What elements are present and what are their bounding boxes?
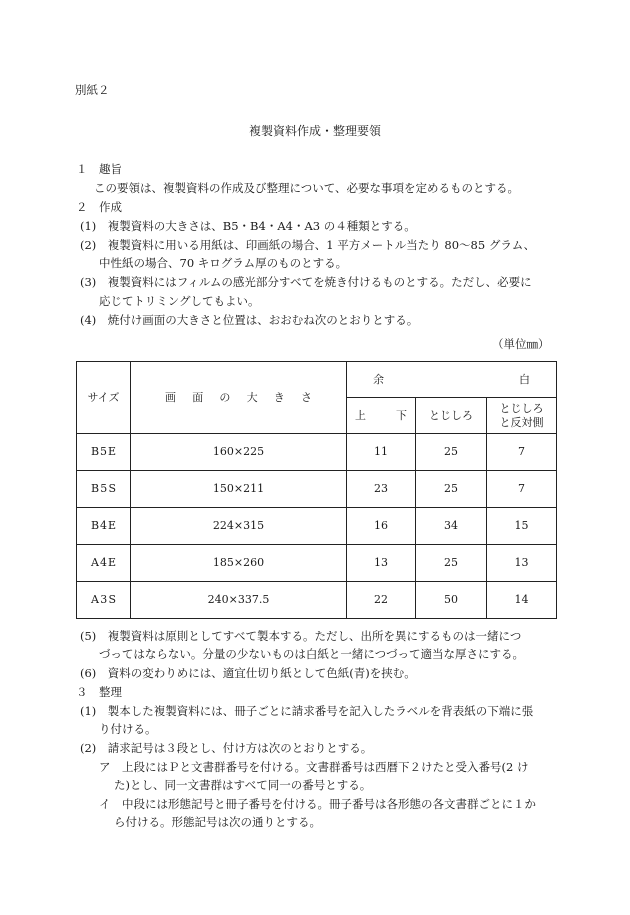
item-2-3-line1: (3) 複製資料にはフィルムの感光部分すべてを焼き付けるものとする。ただし、必要に: [80, 275, 532, 289]
document-title: 複製資料作成・整理要領: [248, 124, 381, 138]
item-2-3-line2: 応じてトリミングしてもよい。: [99, 294, 260, 308]
header-opposite-binding: とじしろ と反対側: [487, 398, 557, 434]
item-2-2-line1: (2) 複製資料に用いる用紙は、印画紙の場合、1 平方メートル当たり 80～85 グラム、: [80, 238, 536, 252]
table-row: B 4 E 224×315 16 34 15: [77, 508, 557, 545]
section-1-body: この要領は、複製資料の作成及び整理について、必要な事項を定めるものとする。: [94, 181, 520, 195]
table-row: A 4 E 185×260 13 25 13: [77, 545, 557, 582]
item-2-6: (6) 資料の変わりめには、適宜仕切り紙として色紙(青)を挟む。: [80, 666, 416, 680]
item-3-1-line1: (1) 製本した複製資料には、冊子ごとに請求番号を記入したラベルを背表紙の下端に張: [80, 704, 534, 718]
table-row: A 3 S 240×337.5 22 50 14: [77, 582, 557, 619]
item-3-2: (2) 請求記号は３段とし、付け方は次のとおりとする。: [80, 741, 373, 755]
item-3-2-i-line2: ら付ける。形態記号は次の通りとする。: [114, 815, 321, 829]
section-2-heading: ２ 作成: [76, 200, 122, 214]
attachment-label: 別紙２: [75, 83, 110, 97]
item-3-1-line2: り付ける。: [99, 722, 157, 736]
header-binding: とじしろ: [416, 398, 487, 434]
unit-label: （単位㎜）: [492, 337, 550, 351]
header-top-bottom: 上 下: [347, 398, 416, 434]
item-3-2-a-line2: た)とし、同一文書群はすべて同一の番号とする。: [114, 778, 372, 792]
table-row: B 5 E 160×225 11 25 7: [77, 434, 557, 471]
section-3-heading: ３ 整理: [76, 685, 122, 699]
item-2-1: (1) 複製資料の大きさは、B5・B4・A4・A3 の４種類とする。: [80, 219, 416, 233]
section-1-heading: １ 趣旨: [76, 162, 122, 176]
header-size: サイズ: [77, 362, 131, 434]
item-3-2-a-line1: ア 上段にはＰと文書群番号を付ける。文書群番号は西暦下２けたと受入番号(2 け: [99, 760, 529, 774]
item-3-2-i-line1: イ 中段には形態記号と冊子番号を付ける。冊子番号は各形態の各文書群ごとに１か: [99, 797, 536, 811]
header-screen-size: 画 面 の 大 き さ: [131, 362, 347, 434]
item-2-5-line2: づってはならない。分量の少ないものは白紙と一緒につづって適当な厚さにする。: [99, 647, 525, 661]
item-2-4: (4) 焼付け画面の大きさと位置は、おおむね次のとおりとする。: [80, 313, 419, 327]
item-2-5-line1: (5) 複製資料は原則としてすべて製本する。ただし、出所を異にするものは一緒につ: [80, 629, 522, 643]
item-2-2-line2: 中性紙の場合、70 キログラム厚のものとする。: [99, 256, 348, 270]
image-size-table: [76, 361, 557, 619]
table-row: B 5 S 150×211 23 25 7: [77, 471, 557, 508]
header-margin: 余 白: [347, 362, 557, 398]
